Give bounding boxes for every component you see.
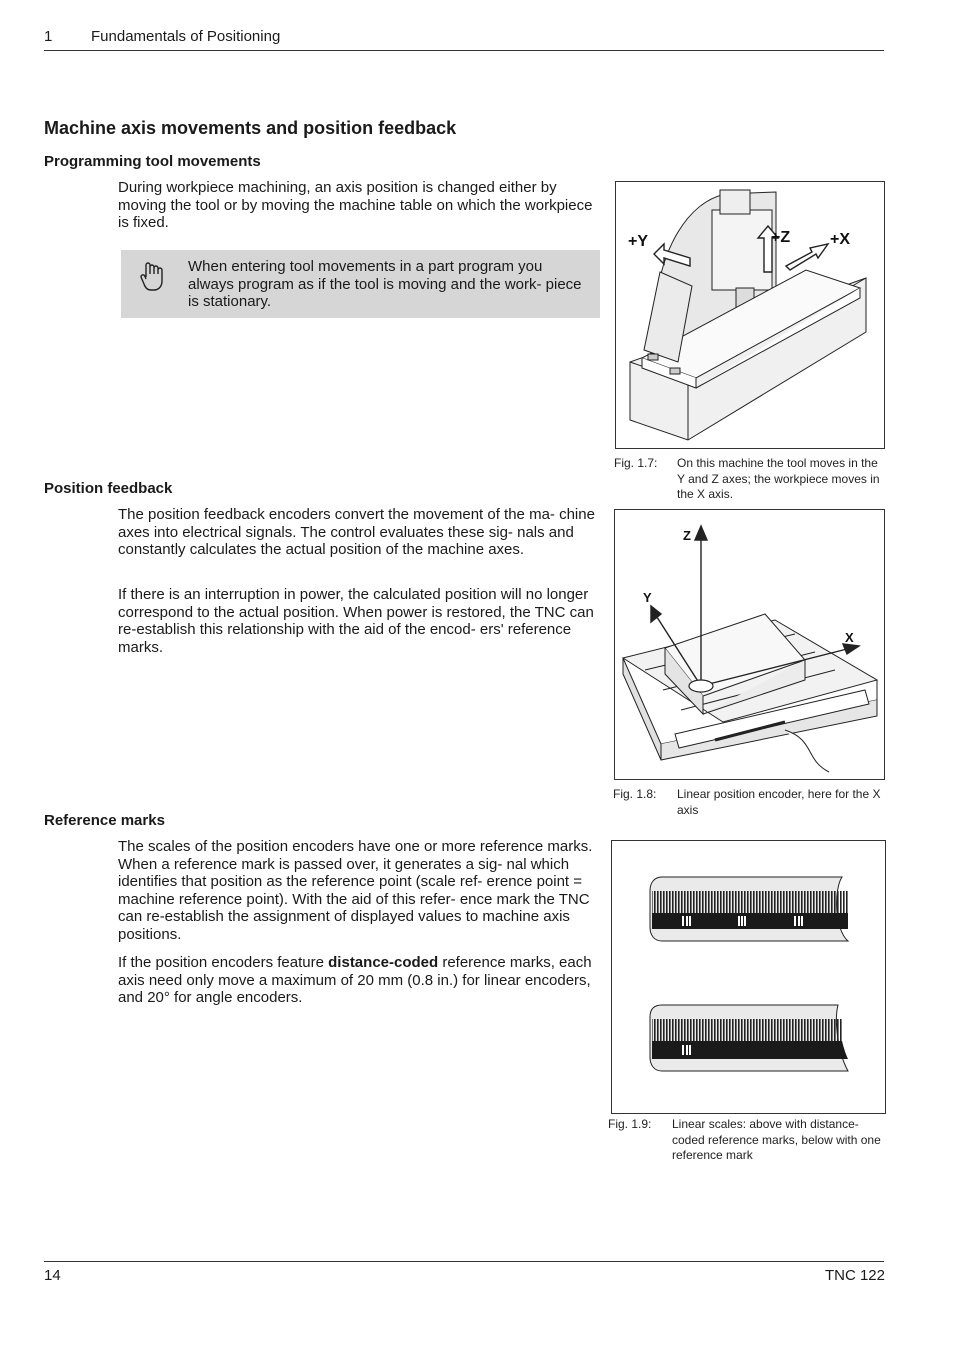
paragraph-position-feedback-1: The position feedback encoders convert the movement of the ma- chine axes into electrical signals. The control evaluates these sig- nals and constantly calculates the actual position of the machine axes.	[118, 506, 595, 559]
scale-distance-coded	[650, 877, 848, 941]
chapter-title: Fundamentals of Positioning	[91, 28, 281, 45]
axis-label-plus-y: +Y	[628, 233, 649, 250]
paragraph-2-text-before: If the position encoders feature	[118, 954, 329, 971]
footer-rule	[44, 1261, 884, 1262]
page-number: 14	[44, 1267, 61, 1284]
chapter-number: 1	[44, 28, 53, 45]
figure-1-7-machine	[615, 181, 885, 449]
axis-label-plus-z: +Z	[771, 229, 791, 246]
axis-label-y: Y	[643, 590, 652, 605]
linear-scales-illustration	[612, 841, 885, 1113]
product-name: TNC 122	[824, 1267, 885, 1284]
header-rule	[44, 50, 884, 51]
axis-label-z: Z	[683, 528, 691, 543]
paragraph-reference-marks-1: The scales of the position encoders have one or more reference marks. When a reference mark is passed over, it generates a sig- nal which identifies that position as the reference point (scale ref- erence point = machine reference point). With the aid of this refer- ence mark the TNC can re-establish the assignment of displayed values to machine axis positions.	[118, 838, 593, 943]
paragraph-2-text-after: reference marks, each axis need only move a maximum of 20 mm (0.8 in.) for linear encoders, and 20° for angle encoders.	[118, 954, 592, 1007]
fig-1-8-caption: Linear position encoder, here for the X axis	[677, 787, 881, 817]
distance-coded-term: distance-coded	[328, 954, 439, 971]
axis-label-x: X	[845, 630, 854, 645]
scale-single-reference	[650, 1005, 848, 1071]
figure-1-9-scales	[611, 840, 886, 1114]
fig-1-9-label: Fig. 1.9:	[608, 1117, 652, 1131]
fig-1-9-caption: Linear scales: above with distance- coded reference marks, below with one reference mark	[672, 1117, 881, 1162]
note-text: When entering tool movements in a part program you always program as if the tool is moving and the work- piece is stationary.	[188, 258, 582, 311]
paragraph-reference-marks-2	[118, 954, 598, 1007]
section-title: Machine axis movements and position feedback	[44, 118, 457, 138]
paragraph-programming: During workpiece machining, an axis position is changed either by moving the tool or by moving the machine table on which the workpiece is fixed.	[118, 179, 593, 232]
fig-1-8-label: Fig. 1.8:	[613, 787, 657, 801]
figure-1-8-encoder	[614, 509, 885, 780]
machine-illustration	[616, 182, 884, 448]
heading-position-feedback: Position feedback	[44, 480, 173, 497]
axis-label-plus-x: +X	[830, 231, 851, 248]
pointing-hand-icon	[139, 259, 165, 298]
fig-1-7-caption: On this machine the tool moves in the Y and Z axes; the workpiece moves in the X axis.	[677, 456, 880, 501]
fig-1-7-label: Fig. 1.7:	[614, 456, 658, 470]
heading-programming: Programming tool movements	[44, 153, 261, 170]
paragraph-position-feedback-2: If there is an interruption in power, the calculated position will no longer correspond to the actual position. When power is restored, the TNC can re-establish this relationship with the aid of the encod- ers' reference marks.	[118, 586, 594, 656]
heading-reference-marks: Reference marks	[44, 812, 165, 829]
encoder-illustration	[615, 510, 884, 779]
note-box	[121, 250, 600, 318]
